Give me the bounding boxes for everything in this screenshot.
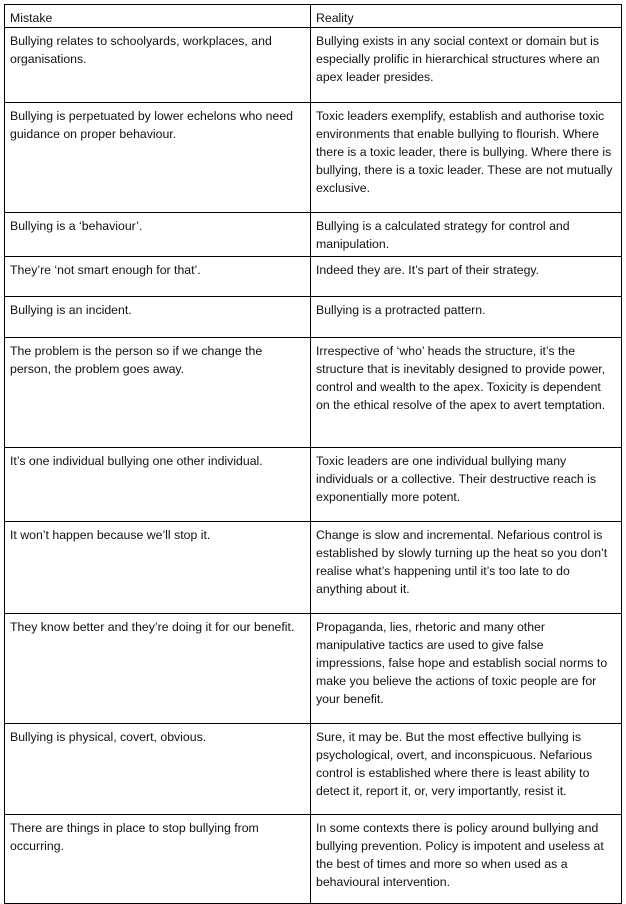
table-row [5, 257, 622, 297]
mistake-cell: It won’t happen because we’ll stop it. [5, 522, 311, 614]
table-row [5, 815, 622, 904]
header-reality: Reality [311, 5, 622, 28]
mistake-cell: They know better and they’re doing it for our benefit. [5, 614, 311, 724]
table-header-row [5, 5, 622, 28]
mistake-cell: Bullying is physical, covert, obvious. [5, 724, 311, 815]
reality-cell: In some contexts there is policy around bullying and bullying prevention. Policy is impotent and useless at the best of times and more so when used as a behavioural intervention. [311, 815, 622, 904]
reality-cell: Irrespective of ‘who’ heads the structure, it’s the structure that is inevitably designed to provide power, control and wealth to the apex. Toxicity is dependent on the ethical resolve of the apex to avert temptation. [311, 338, 622, 448]
table-row [5, 338, 622, 448]
reality-cell: Sure, it may be. But the most effective bullying is psychological, overt, and inconspicuous. Nefarious control is established where there is least ability to detect it, report it, or, very importantly, resist it. [311, 724, 622, 815]
reality-cell: Change is slow and incremental. Nefarious control is established by slowly turning up the heat so you don’t realise what’s happening until it’s too late to do anything about it. [311, 522, 622, 614]
mistake-cell: The problem is the person so if we change the person, the problem goes away. [5, 338, 311, 448]
mistake-cell: They’re ‘not smart enough for that’. [5, 257, 311, 297]
mistake-reality-table [4, 4, 622, 904]
mistake-cell: It’s one individual bullying one other individual. [5, 448, 311, 522]
table-row [5, 522, 622, 614]
mistake-cell: Bullying is perpetuated by lower echelons who need guidance on proper behaviour. [5, 103, 311, 213]
table-row [5, 448, 622, 522]
table-row [5, 297, 622, 338]
table-row [5, 103, 622, 213]
mistake-cell: Bullying is a ‘behaviour’. [5, 213, 311, 257]
table-row [5, 28, 622, 103]
mistake-cell: There are things in place to stop bullying from occurring. [5, 815, 311, 904]
reality-cell: Propaganda, lies, rhetoric and many other manipulative tactics are used to give false impressions, false hope and establish social norms to make you believe the actions of toxic people are for your benefit. [311, 614, 622, 724]
reality-cell: Indeed they are. It’s part of their strategy. [311, 257, 622, 297]
table-row [5, 213, 622, 257]
table-row [5, 614, 622, 724]
header-mistake: Mistake [5, 5, 311, 28]
reality-cell: Toxic leaders are one individual bullying many individuals or a collective. Their destructive reach is exponentially more potent. [311, 448, 622, 522]
reality-cell: Bullying is a calculated strategy for control and manipulation. [311, 213, 622, 257]
reality-cell: Bullying is a protracted pattern. [311, 297, 622, 338]
mistake-cell: Bullying relates to schoolyards, workplaces, and organisations. [5, 28, 311, 103]
reality-cell: Toxic leaders exemplify, establish and authorise toxic environments that enable bullying to flourish. Where there is a toxic leader, there is bullying. Where there is bullying, there is a toxic leader. These are not mutually exclusive. [311, 103, 622, 213]
mistake-cell: Bullying is an incident. [5, 297, 311, 338]
table-row [5, 724, 622, 815]
reality-cell: Bullying exists in any social context or domain but is especially prolific in hierarchical structures where an apex leader presides. [311, 28, 622, 103]
